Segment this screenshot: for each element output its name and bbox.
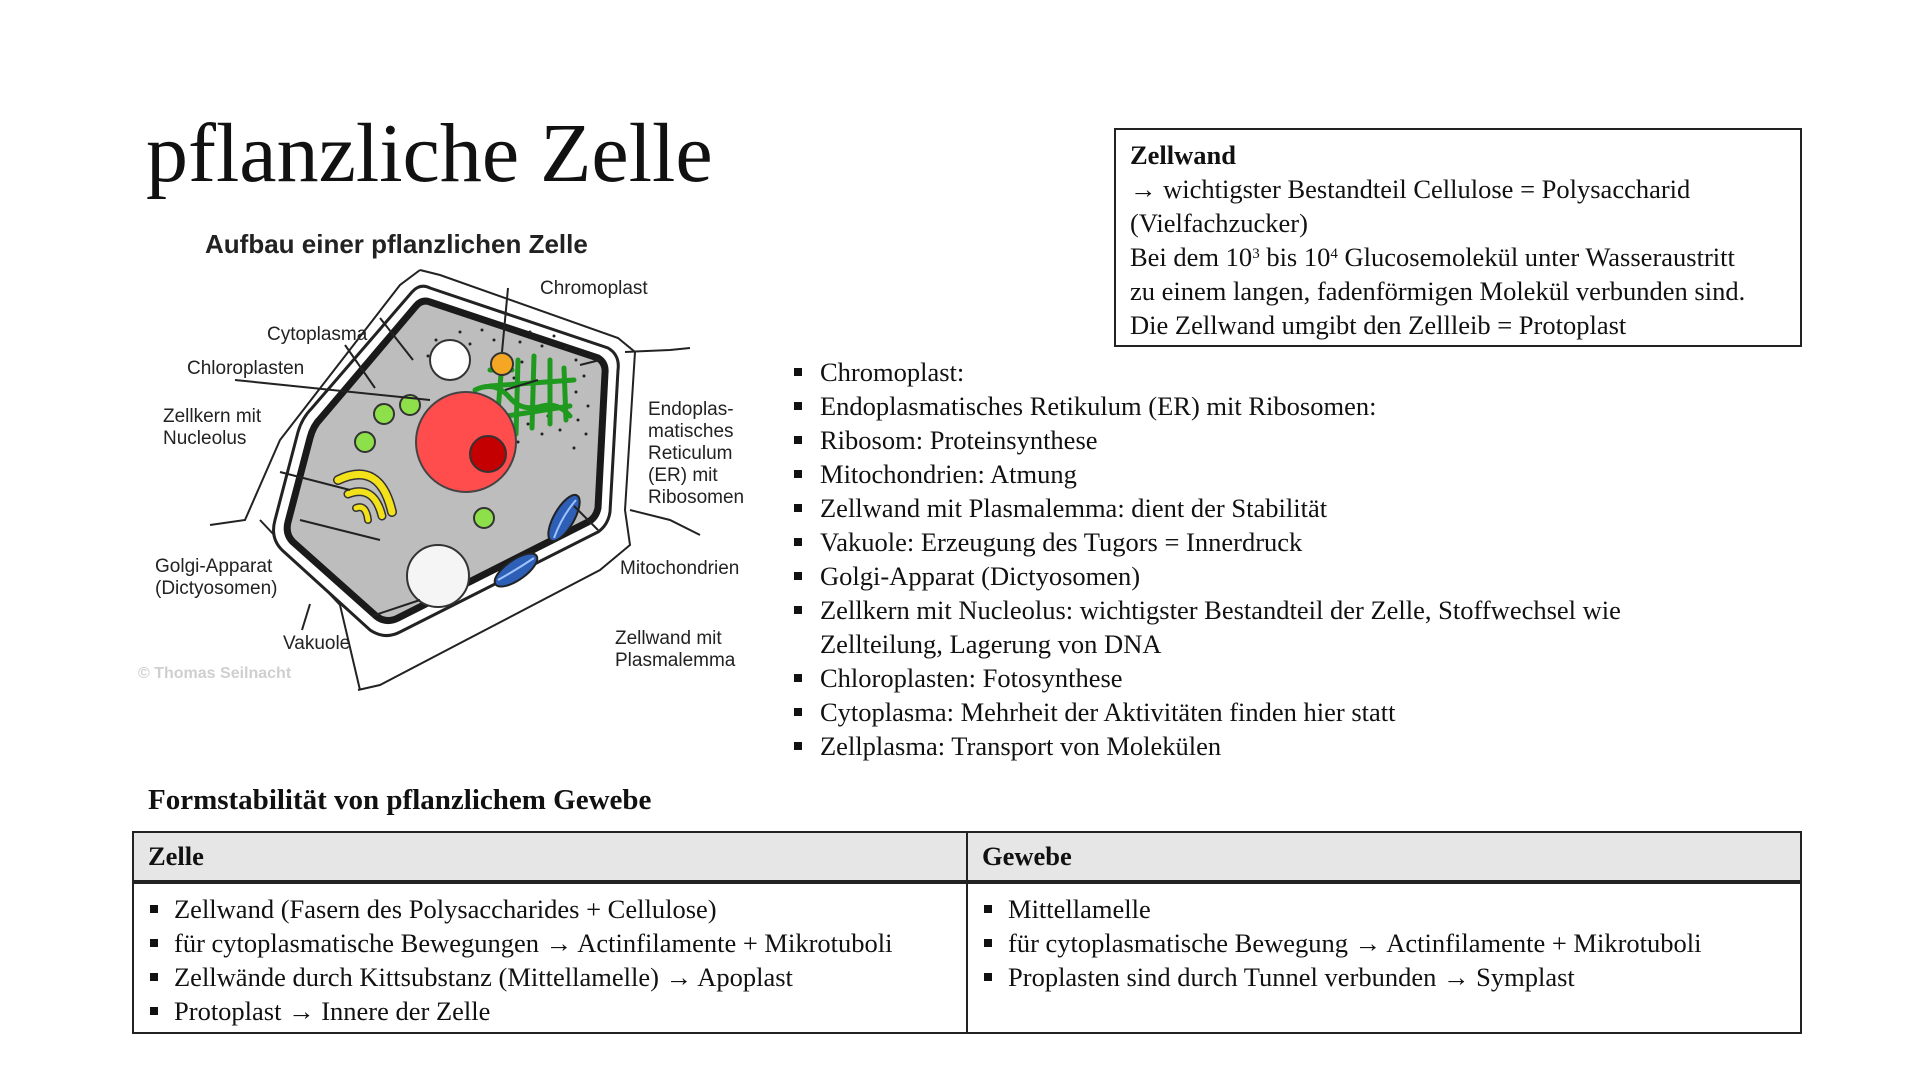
list-item: Zellplasma: Transport von Molekülen	[792, 729, 1690, 763]
zellwand-line-2: (Vielfachzucker)	[1130, 208, 1308, 238]
list-item: Proplasten sind durch Tunnel verbunden → Symplast	[982, 960, 1786, 994]
label-er-4: (ER) mit	[648, 465, 718, 486]
zellwand-line-3: Bei dem $10^3$ bis $10^4$ Glucosemolekül unter Wasseraustritt	[1130, 242, 1735, 272]
list-item: Mitochondrien: Atmung	[792, 457, 1690, 491]
gewebe-cell	[967, 882, 1801, 1033]
label-chromoplast: Chromoplast	[540, 278, 648, 299]
label-er-1: Endoplas-	[648, 399, 734, 420]
label-chloroplasten: Chloroplasten	[187, 358, 305, 379]
zellwand-line-4: zu einem langen, fadenförmigen Molekül verbunden sind.	[1130, 276, 1746, 306]
list-item: Chromoplast:	[792, 355, 1690, 389]
column-header-zelle: Zelle	[133, 832, 967, 882]
label-zellkern-1: Zellkern mit	[163, 406, 262, 427]
image-credit: © Thomas Seilnacht	[138, 665, 292, 682]
nucleolus	[470, 436, 506, 472]
formstabilitaet-table	[132, 831, 1802, 1034]
list-item: Endoplasmatisches Retikulum (ER) mit Ribosomen:	[792, 389, 1690, 423]
label-zellwand-2: Plasmalemma	[615, 650, 736, 671]
label-cytoplasma: Cytoplasma	[267, 324, 368, 345]
label-zellkern-2: Nucleolus	[163, 428, 247, 449]
list-item: Golgi-Apparat (Dictyosomen)	[792, 559, 1690, 593]
list-item: Zellwände durch Kittsubstanz (Mittellamelle) → Apoplast	[148, 960, 952, 994]
label-golgi-2: (Dictyosomen)	[155, 578, 278, 599]
zellwand-line-5: Die Zellwand umgibt den Zellleib = Protoplast	[1130, 310, 1627, 340]
label-mitochondrien: Mitochondrien	[620, 558, 740, 579]
list-item: für cytoplasmatische Bewegung → Actinfilamente + Mikrotuboli	[982, 926, 1786, 960]
diagram-title: Aufbau einer pflanzlichen Zelle	[205, 229, 588, 259]
label-er-2: matisches	[648, 421, 734, 442]
list-item: Ribosom: Proteinsynthese	[792, 423, 1690, 457]
label-er-5: Ribosomen	[648, 487, 745, 508]
zellwand-line-1: → wichtigster Bestandteil Cellulose = Polysaccharid	[1130, 174, 1691, 204]
zelle-cell	[133, 882, 967, 1033]
list-item: Zellwand (Fasern des Polysaccharides + Cellulose)	[148, 892, 952, 926]
table-header-row	[133, 832, 1801, 882]
organelle-list	[792, 355, 1690, 763]
list-item: Vakuole: Erzeugung des Tugors = Innerdruck	[792, 525, 1690, 559]
list-item: Chloroplasten: Fotosynthese	[792, 661, 1690, 695]
table-row	[133, 882, 1801, 1033]
list-item: für cytoplasmatische Bewegungen → Actinfilamente + Mikrotuboli	[148, 926, 952, 960]
list-item: Zellkern mit Nucleolus: wichtigster Bestandteil der Zelle, Stoffwechsel wie Zellteilung, Lagerung von DNA	[792, 593, 1690, 661]
zellwand-heading: Zellwand	[1130, 140, 1237, 170]
column-header-gewebe: Gewebe	[967, 832, 1801, 882]
list-item: Protoplast → Innere der Zelle	[148, 994, 952, 1028]
label-zellwand-1: Zellwand mit	[615, 628, 722, 649]
list-item: Zellwand mit Plasmalemma: dient der Stabilität	[792, 491, 1690, 525]
small-vacuole	[430, 340, 470, 380]
list-item: Cytoplasma: Mehrheit der Aktivitäten finden hier statt	[792, 695, 1690, 729]
label-er-3: Reticulum	[648, 443, 733, 464]
label-vakuole: Vakuole	[283, 633, 351, 654]
formstabilitaet-heading: Formstabilität von pflanzlichem Gewebe	[148, 784, 652, 816]
list-item: Mittellamelle	[982, 892, 1786, 926]
large-vacuole	[407, 545, 469, 607]
chromoplast	[491, 353, 513, 375]
page-title: pflanzliche Zelle	[146, 107, 713, 200]
zellwand-info-box	[1114, 128, 1802, 347]
plant-cell-diagram	[130, 220, 770, 695]
label-golgi-1: Golgi-Apparat	[155, 556, 273, 577]
